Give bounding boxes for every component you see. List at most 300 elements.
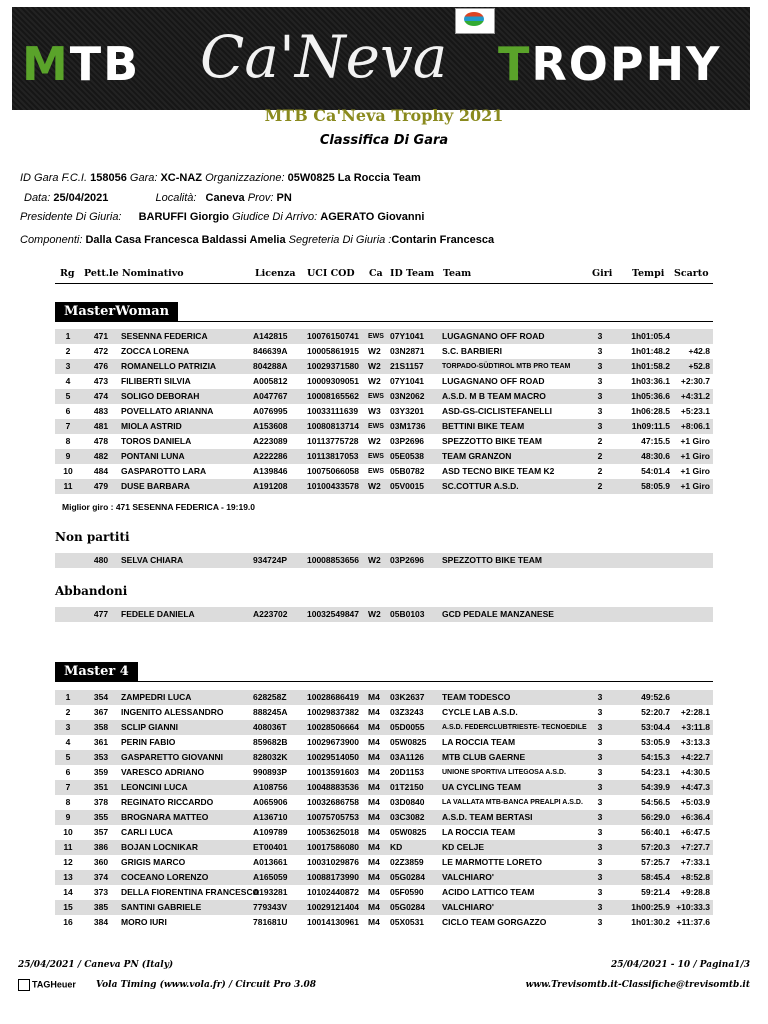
cell-rg: 4: [65, 737, 71, 747]
cell-lic: A109789: [253, 827, 288, 837]
cell-nom: DUSE BARBARA: [121, 481, 190, 491]
cell-team: TEAM TODESCO: [442, 692, 511, 702]
cell-giri: 3: [597, 782, 603, 792]
cell-scarto: +8:06.1: [680, 421, 710, 431]
components-line: Componenti: Dalla Casa Francesca Baldassi Amelia Segreteria Di Giuria :Contarin Francesca: [20, 234, 495, 246]
cell-id: 03Y3201: [390, 406, 425, 416]
date-info-line: Data: 25/04/2021 Località: Caneva Prov: PN: [24, 192, 292, 204]
cell-tempi: 54:23.1: [641, 767, 670, 777]
cell-pet: 354: [93, 692, 109, 702]
table-row: [55, 885, 713, 900]
section-divider: [55, 321, 713, 322]
footer-right: 25/04/2021 - 10 / Pagina1/3: [610, 960, 750, 970]
cell-team: TORPADO-SÜDTIROL MTB PRO TEAM: [442, 363, 571, 370]
cell-giri: 3: [597, 421, 603, 431]
table-row: [55, 404, 713, 419]
cell-uci: 10048883536: [307, 782, 360, 792]
table-row: [55, 434, 713, 449]
cell-team: UNIONE SPORTIVA LITEGOSA A.S.D.: [442, 769, 566, 776]
cell-team: LA ROCCIA TEAM: [442, 827, 516, 837]
cell-pet: 480: [93, 555, 109, 565]
cell-pet: 386: [93, 842, 109, 852]
cell-pet: 360: [93, 857, 109, 867]
table-row: [55, 705, 713, 720]
cell-tempi: 49:52.6: [641, 692, 670, 702]
cell-ca: M4: [368, 707, 380, 717]
cell-nom: MORO IURI: [121, 917, 167, 927]
cell-nom: SOLIGO DEBORAH: [121, 391, 200, 401]
cell-team: ACIDO LATTICO TEAM: [442, 887, 535, 897]
cell-lic: 888245A: [253, 707, 288, 717]
cell-nom: GASPAROTTO LARA: [121, 466, 207, 476]
cell-rg: 3: [65, 361, 71, 371]
cell-tempi: 53:05.9: [641, 737, 670, 747]
cell-nom: PERIN FABIO: [121, 737, 176, 747]
cell-ca: EWS: [368, 333, 384, 340]
cell-id: 03D0840: [390, 797, 425, 807]
table-row: [55, 479, 713, 494]
cell-uci: 10113817053: [307, 451, 359, 461]
cell-ca: EWS: [368, 393, 384, 400]
cell-rg: 9: [65, 812, 71, 822]
cell-scarto: +2:28.1: [680, 707, 710, 717]
cell-pet: 357: [93, 827, 109, 837]
cell-giri: 3: [597, 812, 603, 822]
cell-scarto: +10:33.3: [676, 902, 710, 912]
cell-lic: A013661: [253, 857, 288, 867]
cell-nom: SCLIP GIANNI: [121, 722, 178, 732]
cell-rg: 5: [65, 752, 71, 762]
cell-pet: 367: [93, 707, 109, 717]
cell-ca: W2: [368, 361, 381, 371]
cell-rg: 2: [65, 346, 71, 356]
cell-tempi: 58:05.9: [641, 481, 670, 491]
cell-lic: A223089: [253, 436, 288, 446]
cell-lic: 934724P: [253, 555, 288, 565]
cell-tempi: 1h01:58.2: [631, 361, 670, 371]
cell-uci: 10029673900: [307, 737, 360, 747]
cell-id: 05W0825: [390, 827, 427, 837]
cell-id: 21S1157: [390, 361, 424, 371]
cell-giri: 3: [597, 376, 603, 386]
cell-ca: EWS: [368, 468, 384, 475]
cell-ca: M4: [368, 917, 380, 927]
cell-tempi: 56:40.1: [641, 827, 670, 837]
cell-lic: A165059: [253, 872, 288, 882]
cell-rg: 7: [65, 421, 71, 431]
cell-tempi: 1h09:11.5: [631, 421, 670, 431]
cell-uci: 10029837382: [307, 707, 360, 717]
cell-lic: A136710: [253, 812, 288, 822]
cell-rg: 11: [63, 481, 73, 491]
col-header-team: Team: [443, 268, 472, 279]
cell-uci: 10075705753: [307, 812, 360, 822]
cell-uci: 10017586080: [307, 842, 360, 852]
cell-ca: M4: [368, 872, 380, 882]
cell-pet: 355: [93, 812, 109, 822]
cell-rg: 15: [63, 902, 73, 912]
cell-ca: M4: [368, 857, 380, 867]
cell-scarto: +52.8: [688, 361, 710, 371]
cell-pet: 471: [93, 331, 109, 341]
cell-rg: 5: [65, 391, 71, 401]
table-row: [55, 855, 713, 870]
cell-tempi: 52:20.7: [641, 707, 670, 717]
cell-uci: 10029514050: [307, 752, 360, 762]
cell-team: KD CELJE: [442, 842, 485, 852]
table-row: [55, 825, 713, 840]
cell-nom: REGINATO RICCARDO: [121, 797, 214, 807]
cell-ca: EWS: [368, 423, 384, 430]
cell-ca: M4: [368, 767, 380, 777]
cell-nom: POVELLATO ARIANNA: [121, 406, 214, 416]
cell-team: LUGAGNANO OFF ROAD: [442, 376, 545, 386]
federation-logo-icon: [455, 8, 495, 34]
cell-ca: M4: [368, 812, 380, 822]
cell-lic: 990893P: [253, 767, 288, 777]
cell-nom: ZAMPEDRI LUCA: [121, 692, 192, 702]
cell-lic: 804288A: [253, 361, 288, 371]
cell-giri: 3: [597, 722, 603, 732]
cell-team: LUGAGNANO OFF ROAD: [442, 331, 545, 341]
cell-rg: 1: [65, 331, 71, 341]
cell-pet: 353: [93, 752, 109, 762]
cell-nom: BOJAN LOCNIKAR: [121, 842, 198, 852]
cell-id: 05B0103: [390, 609, 425, 619]
cell-team: LE MARMOTTE LORETO: [442, 857, 542, 867]
cell-id: 03P2696: [390, 555, 425, 565]
cell-giri: 3: [597, 707, 603, 717]
cell-lic: A153608: [253, 421, 288, 431]
cell-giri: 2: [597, 481, 603, 491]
cell-scarto: +4:31.2: [680, 391, 710, 401]
cell-id: 05E0538: [390, 451, 425, 461]
cell-lic: A142815: [253, 331, 288, 341]
cell-tempi: 1h06:28.5: [631, 406, 670, 416]
cell-scarto: +1 Giro: [680, 466, 710, 476]
cell-rg: 13: [63, 872, 73, 882]
cell-tempi: 1h05:36.6: [631, 391, 670, 401]
cell-giri: 3: [597, 827, 603, 837]
cell-rg: 16: [63, 917, 73, 927]
cell-uci: 10008853656: [307, 555, 360, 565]
cell-uci: 10032549847: [307, 609, 360, 619]
cell-uci: 10080813714: [307, 421, 360, 431]
cell-nom: FEDELE DANIELA: [121, 609, 195, 619]
cell-id: 03N2871: [390, 346, 425, 356]
table-row: [55, 607, 713, 622]
page-subtitle: Classifica Di Gara: [319, 133, 449, 148]
cell-ca: M4: [368, 827, 380, 837]
cell-nom: SESENNA FEDERICA: [121, 331, 208, 341]
cell-nom: SANTINI GABRIELE: [121, 902, 202, 912]
cell-tempi: 57:25.7: [641, 857, 670, 867]
cell-team: VALCHIARO': [442, 872, 494, 882]
cell-uci: 10100433578: [307, 481, 360, 491]
table-row: [55, 344, 713, 359]
cell-pet: 484: [93, 466, 109, 476]
cell-tempi: 54:01.4: [641, 466, 670, 476]
header-divider: [55, 283, 713, 284]
cell-pet: 479: [93, 481, 109, 491]
cell-giri: 3: [597, 872, 603, 882]
table-row: [55, 765, 713, 780]
cell-giri: 3: [597, 887, 603, 897]
cell-tempi: 1h03:36.1: [631, 376, 670, 386]
cell-id: 05F0590: [390, 887, 424, 897]
footer-timing: Vola Timing (www.vola.fr) / Circuit Pro 3.08: [96, 980, 316, 990]
cell-scarto: +4:22.7: [680, 752, 710, 762]
cell-pet: 373: [93, 887, 109, 897]
cell-uci: 10005861915: [307, 346, 360, 356]
cell-id: 03N2062: [390, 391, 425, 401]
cell-scarto: +7:27.7: [680, 842, 710, 852]
cell-ca: M4: [368, 737, 380, 747]
cell-team: S.C. BARBIERI: [442, 346, 502, 356]
section-title-non-partiti: Non partiti: [55, 530, 130, 544]
cell-rg: 4: [65, 376, 71, 386]
cell-lic: A065906: [253, 797, 288, 807]
cell-lic: A047767: [253, 391, 288, 401]
cell-nom: DELLA FIORENTINA FRANCESCO: [121, 887, 260, 897]
cell-uci: 10088173990: [307, 872, 360, 882]
cell-uci: 10033111639: [307, 406, 359, 416]
cell-nom: LEONCINI LUCA: [121, 782, 188, 792]
table-row: [55, 750, 713, 765]
cell-ca: M4: [368, 842, 380, 852]
cell-lic: 828032K: [253, 752, 288, 762]
cell-ca: W2: [368, 436, 381, 446]
cell-id: 05G0284: [390, 872, 425, 882]
table-row: [55, 795, 713, 810]
table-row: [55, 464, 713, 479]
cell-scarto: +1 Giro: [680, 451, 710, 461]
cell-team: VALCHIARO': [442, 902, 494, 912]
cell-ca: M4: [368, 692, 380, 702]
tagheuer-logo: TAGHeuer: [18, 979, 76, 991]
cell-rg: 12: [63, 857, 73, 867]
table-row: [55, 359, 713, 374]
cell-tempi: 53:04.4: [641, 722, 670, 732]
cell-uci: 10032686758: [307, 797, 360, 807]
cell-uci: 10028686419: [307, 692, 360, 702]
cell-tempi: 59:21.4: [641, 887, 670, 897]
cell-giri: 3: [597, 406, 603, 416]
table-row: [55, 780, 713, 795]
cell-team: A.S.D. M B TEAM MACRO: [442, 391, 546, 401]
cell-team: TEAM GRANZON: [442, 451, 512, 461]
cell-scarto: +4:47.3: [680, 782, 710, 792]
cell-team: CICLO TEAM GORGAZZO: [442, 917, 547, 927]
cell-id: 01T2150: [390, 782, 424, 792]
cell-lic: A193281: [253, 887, 288, 897]
table-row: [55, 553, 713, 568]
cell-giri: 2: [597, 436, 603, 446]
cell-team: GCD PEDALE MANZANESE: [442, 609, 554, 619]
cell-rg: 1: [65, 692, 71, 702]
cell-tempi: 48:30.6: [641, 451, 670, 461]
cell-uci: 10014130961: [307, 917, 360, 927]
cell-nom: ZOCCA LORENA: [121, 346, 190, 356]
cell-ca: M4: [368, 722, 380, 732]
cell-nom: GRIGIS MARCO: [121, 857, 186, 867]
cell-id: 05D0055: [390, 722, 425, 732]
footer-left: 25/04/2021 / Caneva PN (Italy): [18, 960, 174, 970]
cell-tempi: 54:56.5: [641, 797, 670, 807]
cell-scarto: +6:47.5: [680, 827, 710, 837]
cell-id: 07Y1041: [390, 376, 425, 386]
cell-id: 03P2696: [390, 436, 425, 446]
cell-id: 03A1126: [390, 752, 425, 762]
table-row: [55, 329, 713, 344]
cell-uci: 10028506664: [307, 722, 360, 732]
cell-nom: ROMANELLO PATRIZIA: [121, 361, 217, 371]
table-row: [55, 389, 713, 404]
cell-nom: MIOLA ASTRID: [121, 421, 182, 431]
header-banner: [12, 7, 750, 110]
cell-giri: 3: [597, 737, 603, 747]
cell-tempi: 47:15.5: [641, 436, 670, 446]
banner-caneva: Ca'Neva: [200, 23, 448, 91]
table-row: [55, 915, 713, 930]
cell-scarto: +9:28.8: [680, 887, 710, 897]
cell-uci: 10008165562: [307, 391, 360, 401]
cell-ca: M4: [368, 752, 380, 762]
cell-id: 03M1736: [390, 421, 426, 431]
cell-team: LA ROCCIA TEAM: [442, 737, 516, 747]
cell-nom: PONTANI LUNA: [121, 451, 185, 461]
cell-team: LA VALLATA MTB-BANCA PREALPI A.S.D.: [442, 799, 583, 806]
cell-lic: A139846: [253, 466, 288, 476]
cell-pet: 359: [93, 767, 109, 777]
cell-id: 05G0284: [390, 902, 425, 912]
cell-pet: 378: [93, 797, 109, 807]
cell-giri: 2: [597, 451, 603, 461]
race-info-line: ID Gara F.C.I. 158056 Gara: XC-NAZ Organizzazione: 05W0825 La Roccia Team: [20, 172, 421, 184]
cell-ca: W2: [368, 346, 381, 356]
col-header-ca: Ca: [369, 268, 383, 279]
cell-nom: FILIBERTI SILVIA: [121, 376, 191, 386]
cell-scarto: +1 Giro: [680, 436, 710, 446]
cell-id: 03Z3243: [390, 707, 424, 717]
cell-pet: 472: [93, 346, 109, 356]
cell-ca: M4: [368, 797, 380, 807]
table-row: [55, 720, 713, 735]
table-row: [55, 900, 713, 915]
cell-tempi: 58:45.4: [641, 872, 670, 882]
cell-pet: 478: [93, 436, 109, 446]
event-title: MTB Ca'Neva Trophy 2021: [264, 106, 504, 125]
table-row: [55, 449, 713, 464]
cell-tempi: 1h00:25.9: [631, 902, 670, 912]
cell-rg: 14: [63, 887, 73, 897]
cell-giri: 3: [597, 331, 603, 341]
cell-ca: M4: [368, 887, 380, 897]
cell-scarto: +6:36.4: [680, 812, 710, 822]
cell-uci: 10031029876: [307, 857, 360, 867]
cell-rg: 6: [65, 406, 71, 416]
cell-giri: 3: [597, 917, 603, 927]
col-header-rg: Rg: [60, 268, 75, 279]
cell-pet: 483: [93, 406, 109, 416]
cell-rg: 8: [65, 797, 71, 807]
cell-lic: A076995: [253, 406, 288, 416]
cell-uci: 10102440872: [307, 887, 360, 897]
cell-lic: 628258Z: [253, 692, 287, 702]
footer-website: www.Trevisomtb.it-Classifiche@trevisomtb.it: [525, 980, 750, 990]
cell-tempi: 57:20.3: [641, 842, 670, 852]
cell-rg: 10: [63, 466, 73, 476]
cell-rg: 10: [63, 827, 73, 837]
cell-pet: 476: [93, 361, 109, 371]
cell-ca: W2: [368, 376, 381, 386]
cell-id: 02Z3859: [390, 857, 424, 867]
cell-rg: 7: [65, 782, 71, 792]
cell-tempi: 56:29.0: [641, 812, 670, 822]
cell-scarto: +5:03.9: [680, 797, 710, 807]
cell-pet: 358: [93, 722, 109, 732]
table-row: [55, 374, 713, 389]
cell-uci: 10075066058: [307, 466, 360, 476]
col-header-uci: UCI COD: [307, 268, 355, 279]
cell-scarto: +1 Giro: [680, 481, 710, 491]
cell-giri: 3: [597, 752, 603, 762]
cell-ca: M4: [368, 782, 380, 792]
cell-team: UA CYCLING TEAM: [442, 782, 522, 792]
col-header-giri: Giri: [592, 268, 613, 279]
cell-ca: W3: [368, 406, 381, 416]
cell-scarto: +3:13.3: [680, 737, 710, 747]
cell-lic: 859682B: [253, 737, 288, 747]
cell-team: MTB CLUB GAERNE: [442, 752, 526, 762]
cell-nom: CARLI LUCA: [121, 827, 173, 837]
cell-id: 07Y1041: [390, 331, 425, 341]
cell-id: 05X0531: [390, 917, 425, 927]
cell-scarto: +8:52.8: [680, 872, 710, 882]
col-header-scarto: Scarto: [674, 268, 709, 279]
cell-pet: 351: [93, 782, 109, 792]
cell-lic: ET00401: [253, 842, 288, 852]
cell-id: 03C3082: [390, 812, 425, 822]
best-lap: Miglior giro : 471 SESENNA FEDERICA - 19:19.0: [62, 502, 256, 512]
col-header-nominativo: Nominativo: [122, 268, 184, 279]
tagheuer-icon: [18, 979, 30, 991]
cell-rg: 8: [65, 436, 71, 446]
cell-pet: 474: [93, 391, 109, 401]
cell-rg: 6: [65, 767, 71, 777]
col-header-pett: Pett.le: [84, 268, 119, 279]
banner-trophy: TROPHY: [498, 37, 722, 91]
cell-uci: 10029371580: [307, 361, 360, 371]
table-row: [55, 735, 713, 750]
cell-team: SPEZZOTTO BIKE TEAM: [442, 555, 542, 565]
cell-id: 05V0015: [390, 481, 425, 491]
cell-rg: 9: [65, 451, 71, 461]
cell-id: 05B0782: [390, 466, 425, 476]
cell-lic: 779343V: [253, 902, 288, 912]
cell-pet: 482: [93, 451, 109, 461]
cell-giri: 3: [597, 842, 603, 852]
cell-ca: EWS: [368, 453, 384, 460]
cell-uci: 10009309051: [307, 376, 360, 386]
cell-giri: 3: [597, 692, 603, 702]
cell-ca: W2: [368, 481, 381, 491]
cell-lic: 408036T: [253, 722, 287, 732]
cell-scarto: +11:37.6: [676, 917, 710, 927]
cell-nom: INGENITO ALESSANDRO: [121, 707, 224, 717]
jury-info-line: Presidente Di Giuria: BARUFFI Giorgio Giudice Di Arrivo: AGERATO Giovanni: [20, 211, 425, 223]
cell-pet: 477: [93, 609, 109, 619]
